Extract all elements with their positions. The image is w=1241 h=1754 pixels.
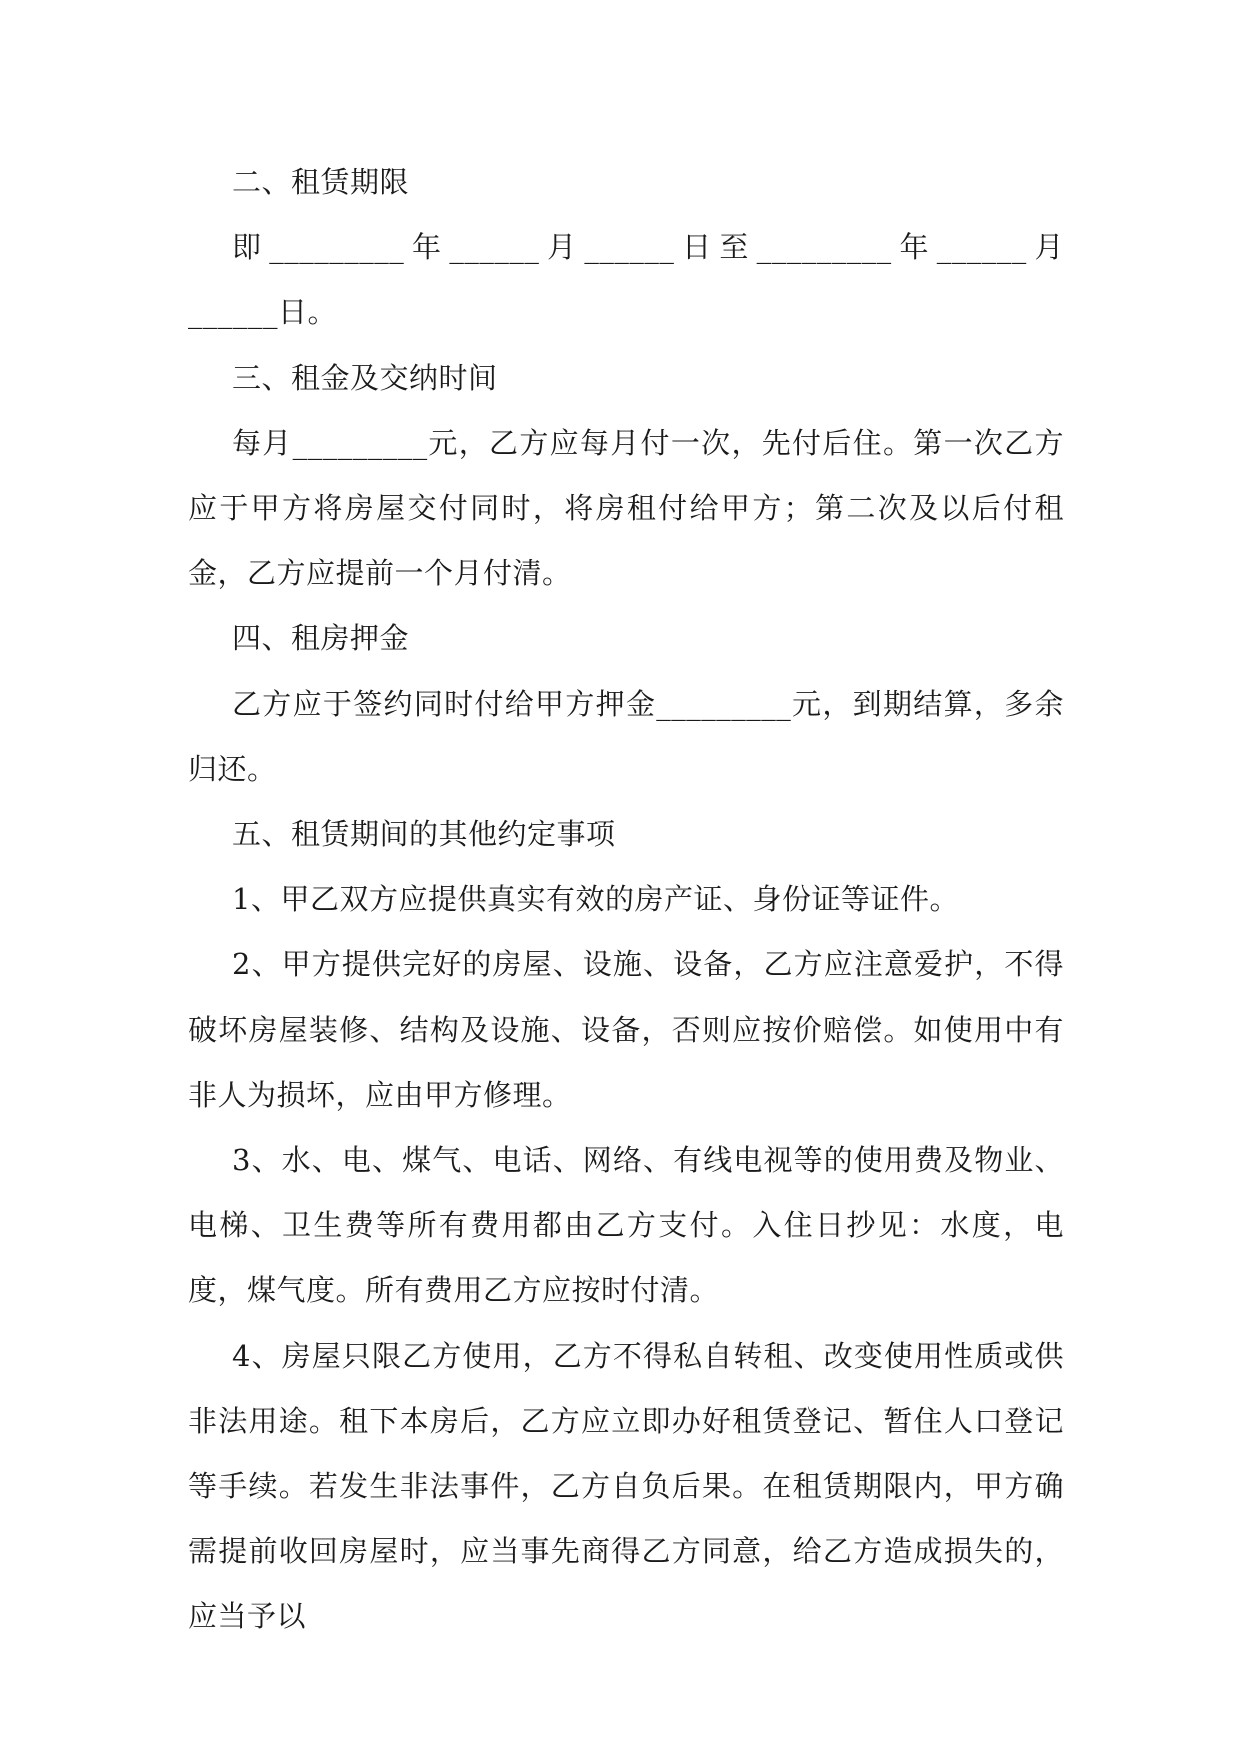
term-item-3: 3、水、电、煤气、电话、网络、有线电视等的使用费及物业、电梯、卫生费等所有费用都由乙方支付。入住日抄见：水度，电度，煤气度。所有费用乙方应按时付清。 (188, 1143, 1064, 1308)
deposit-text: 乙方应于签约同时付给甲方押金_________元，到期结算，多余归还。 (188, 686, 1064, 786)
section-heading-other-terms: 五、租赁期间的其他约定事项 (232, 817, 616, 852)
term-item-4: 4、房屋只限乙方使用，乙方不得私自转租、改变使用性质或供非法用途。租下本房后，乙方应立即办好租赁登记、暂住人口登记等手续。若发生非法事件，乙方自负后果。在租赁期限内，甲方确需提前收回房屋时，应当事先商得乙方同意，给乙方造成损失的，应当予以 (188, 1338, 1064, 1634)
section-heading-rent: 三、租金及交纳时间 (232, 360, 498, 395)
term-item-1: 1、甲乙双方应提供真实有效的房产证、身份证等证件。 (232, 882, 959, 917)
section-heading-lease-term: 二、租赁期限 (232, 165, 410, 199)
lease-term-text: 即_________年______月______日至_________年______月______日。 (188, 230, 1064, 330)
section-heading-deposit: 四、租房押金 (232, 621, 410, 656)
term-item-2: 2、甲方提供完好的房屋、设施、设备，乙方应注意爱护，不得破坏房屋装修、结构及设施、设备，否则应按价赔偿。如使用中有非人为损坏，应由甲方修理。 (188, 947, 1064, 1112)
rent-text: 每月_________元，乙方应每月付一次，先付后住。第一次乙方应于甲方将房屋交付同时，将房租付给甲方；第二次及以后付租金，乙方应提前一个月付清。 (188, 425, 1064, 591)
document-page (188, 150, 1064, 1650)
